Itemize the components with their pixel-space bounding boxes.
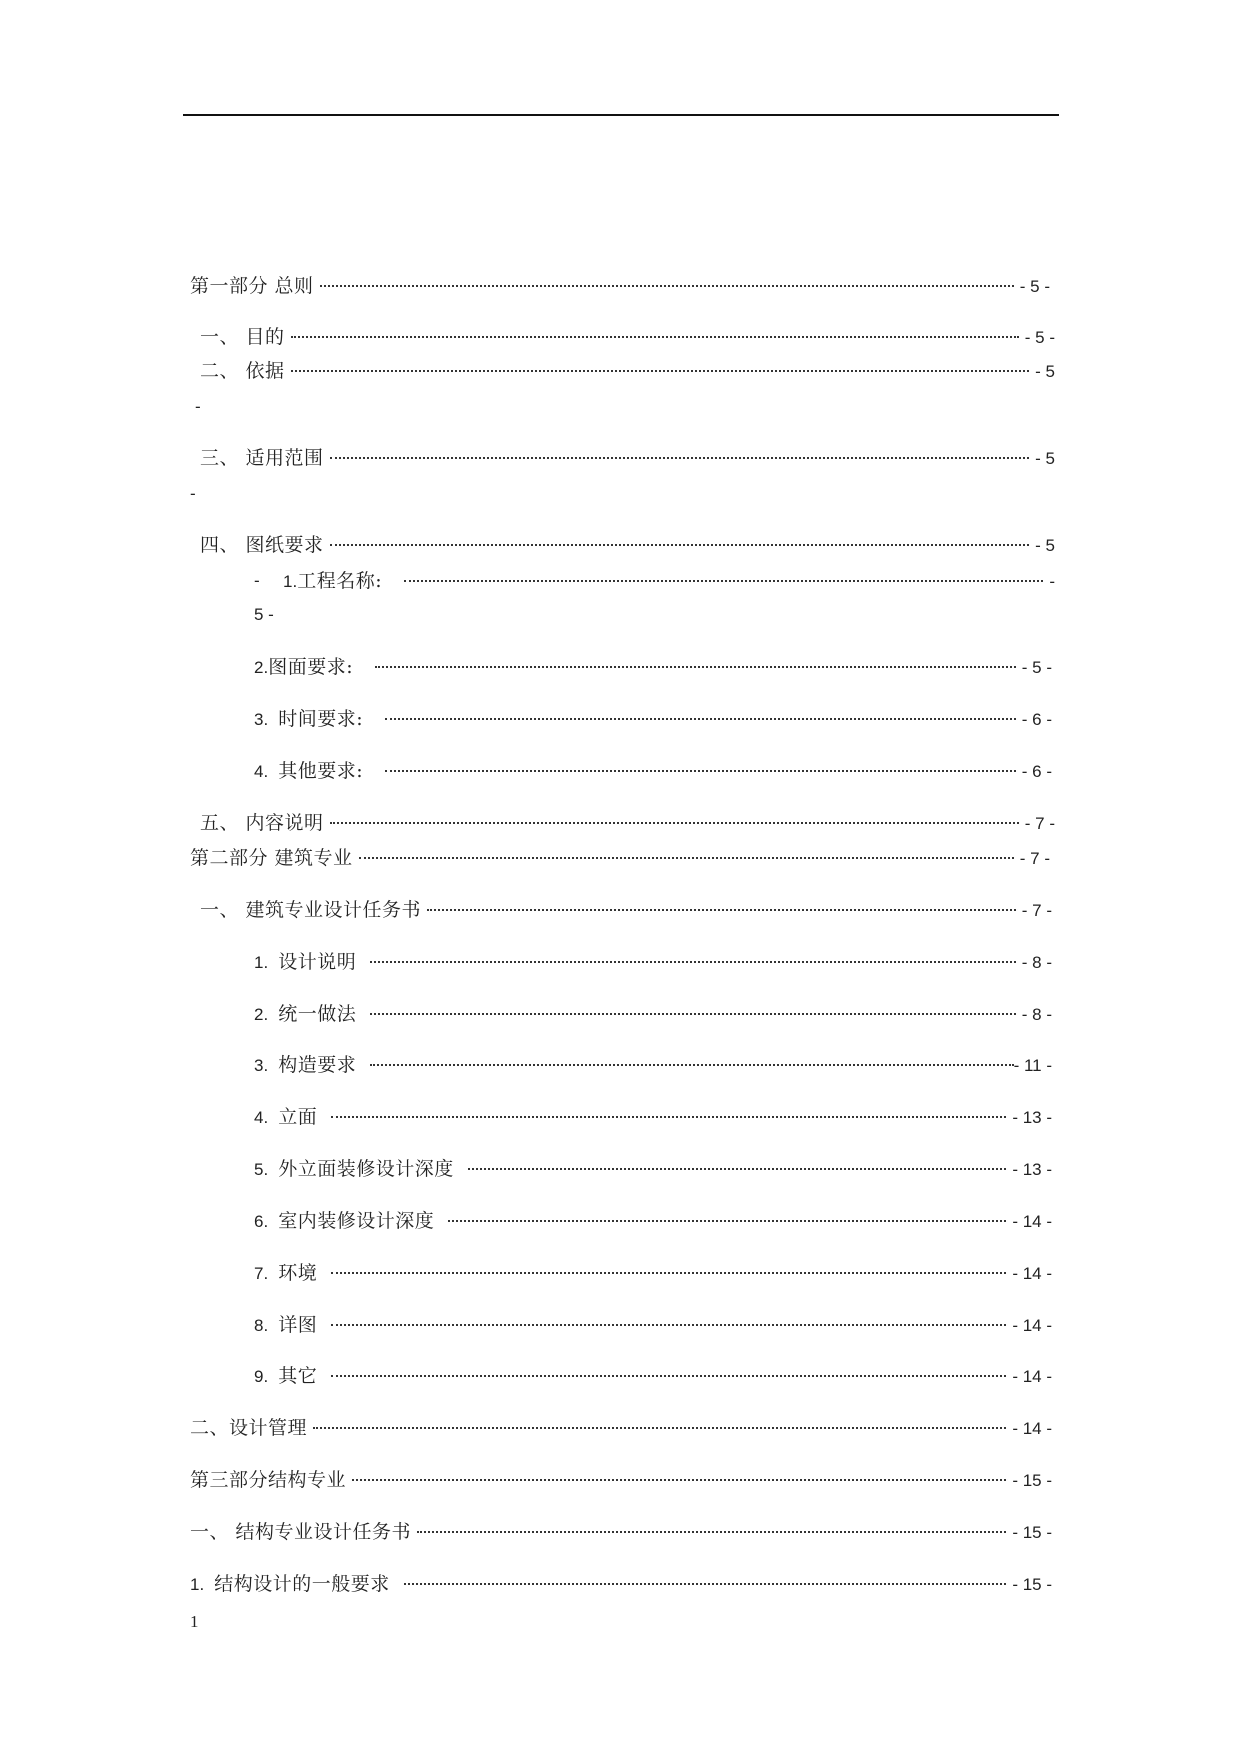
toc-entry-label: 五、 内容说明 [200,812,324,834]
toc-dot-leader [370,960,1016,963]
toc-dot-leader [352,1478,1006,1481]
toc-entry-label: 结构设计的一般要求 [214,1573,390,1595]
toc-page-number: - 6 - [1021,710,1052,729]
toc-dot-leader [291,369,1030,372]
toc-entry-number: 2. [254,658,269,677]
header-rule [183,114,1059,116]
toc-entry-number: 1. [190,1575,205,1594]
toc-entry-scope[interactable] [200,443,1055,473]
toc-page-continuation: 5 - [254,605,274,624]
toc-entry-label: 统一做法 [278,1003,357,1025]
toc-entry-number: 3. [254,710,269,729]
toc-page-continuation: - [190,484,196,503]
toc-entry-number: 3. [254,1056,269,1075]
toc-page-number: - 14 - [1012,1316,1052,1335]
toc-entry-interior-decoration-depth[interactable] [254,1206,1052,1236]
toc-entry-structure-brief[interactable] [190,1517,1052,1547]
toc-entry-others[interactable] [254,1361,1052,1391]
toc-entry-structure-general-requirements[interactable] [190,1569,1052,1599]
toc-entry-label: 第一部分 总则 [190,275,314,297]
toc-dot-leader [291,335,1019,338]
toc-dot-leader [330,821,1019,824]
toc-dot-leader [385,769,1016,772]
toc-entry-detail-drawings[interactable] [254,1310,1052,1340]
toc-page-number: - 7 - [1019,849,1050,868]
toc-page-number: - 8 - [1021,1005,1052,1024]
toc-entry-label: 二、设计管理 [190,1417,308,1439]
toc-page-number: - 5 - [1021,658,1052,677]
toc-dot-leader [331,1271,1006,1274]
toc-dot-leader [370,1012,1016,1015]
toc-entry-facade-decoration-depth[interactable] [254,1154,1052,1184]
toc-entry-label: 第二部分 建筑专业 [190,847,353,869]
toc-entry-project-name[interactable] [283,566,1055,596]
toc-entry-number: 7. [254,1264,269,1283]
toc-entry-architecture-brief[interactable] [200,895,1052,925]
toc-entry-label: 图面要求: [268,656,354,678]
toc-entry-part3[interactable] [190,1465,1052,1495]
toc-page-number: - 14 - [1012,1264,1052,1283]
toc-entry-number: 9. [254,1367,269,1386]
toc-page-number: - 13 - [1012,1160,1052,1179]
toc-entry-label: 二、 依据 [200,360,285,382]
toc-entry-purpose[interactable] [200,322,1055,352]
toc-entry-design-management[interactable] [190,1413,1052,1443]
toc-dot-leader [404,1582,1007,1585]
toc-entry-label: 第三部分结构专业 [190,1469,347,1491]
toc-page-number: - 5 [1035,449,1055,468]
toc-entry-number: 1. [254,953,269,972]
toc-page-number: - 14 - [1012,1367,1052,1386]
toc-entry-label: 其它 [278,1365,318,1387]
toc-page-number: - 15 - [1012,1471,1052,1490]
toc-entry-label: 环境 [278,1262,318,1284]
toc-entry-basis[interactable] [200,356,1055,386]
toc-entry-drawing-surface[interactable] [254,652,1052,682]
toc-entry-label: 四、 图纸要求 [200,534,324,556]
toc-entry-part2[interactable] [190,843,1050,873]
toc-page-number: - 5 - [1019,277,1050,296]
toc-page-number: - 7 - [1024,814,1055,833]
toc-entry-elevation[interactable] [254,1102,1052,1132]
toc-entry-label: 构造要求 [278,1054,357,1076]
toc-dot-leader [330,456,1030,459]
toc-page-number: - 5 [1035,362,1055,381]
toc-entry-environment[interactable] [254,1258,1052,1288]
toc-dot-leader [331,1323,1006,1326]
toc-page-continuation: - [254,571,260,590]
toc-dot-leader [313,1426,1006,1429]
toc-entry-label: 时间要求: [278,708,364,730]
toc-entry-part1[interactable] [190,271,1050,301]
toc-dot-leader [359,856,1014,859]
toc-entry-label: 其他要求: [278,760,364,782]
toc-dot-leader [468,1167,1007,1170]
toc-entry-unified-methods[interactable] [254,999,1052,1029]
toc-dot-leader [331,1115,1006,1118]
toc-entry-label: 一、 目的 [200,326,285,348]
toc-page-number: - 14 - [1012,1212,1052,1231]
toc-entry-label: 一、 结构专业设计任务书 [190,1521,412,1543]
toc-entry-drawing-requirements[interactable] [200,530,1055,560]
toc-dot-leader [448,1219,1006,1222]
toc-dot-leader [427,908,1016,911]
toc-page-number: - 14 - [1012,1419,1052,1438]
toc-entry-label: 外立面装修设计深度 [278,1158,454,1180]
toc-entry-design-notes[interactable] [254,947,1052,977]
toc-dot-leader [331,1374,1006,1377]
toc-entry-label: 详图 [278,1314,318,1336]
toc-dot-leader [417,1530,1006,1533]
toc-entry-number: 8. [254,1316,269,1335]
toc-page-number: - 6 - [1021,762,1052,781]
toc-page-number: - 5 [1035,536,1055,555]
toc-page-number: - 11 - [1013,1056,1052,1075]
footer-page-number: 1 [190,1612,199,1631]
toc-page-number: - 13 - [1012,1108,1052,1127]
toc-page-number: - 15 - [1012,1575,1052,1594]
toc-dot-leader [330,543,1030,546]
toc-entry-label: 三、 适用范围 [200,447,324,469]
toc-dot-leader [375,665,1016,668]
toc-page-number: - 7 - [1021,901,1052,920]
toc-page-number: - [1049,572,1055,591]
toc-entry-content-description[interactable] [200,808,1055,838]
toc-entry-number: 4. [254,762,269,781]
toc-entry-label: 立面 [278,1106,318,1128]
toc-entry-number: 4. [254,1108,269,1127]
toc-entry-label: 设计说明 [278,951,357,973]
toc-dot-leader [320,284,1014,287]
toc-entry-number: 2. [254,1005,269,1024]
toc-entry-number: 5. [254,1160,269,1179]
toc-entry-label: 一、 建筑专业设计任务书 [200,899,422,921]
toc-entry-other-requirements[interactable] [254,756,1052,786]
toc-entry-number: 1. [283,572,298,591]
toc-entry-construction-requirements[interactable] [254,1050,1052,1080]
toc-page-number: - 8 - [1021,953,1052,972]
toc-page-number: - 5 - [1024,328,1055,347]
toc-entry-label: 工程名称: [297,570,383,592]
toc-entry-label: 室内装修设计深度 [278,1210,435,1232]
toc-entry-number: 6. [254,1212,269,1231]
toc-page-number: - 15 - [1012,1523,1052,1542]
toc-dot-leader [370,1063,1013,1066]
toc-entry-time-requirements[interactable] [254,704,1052,734]
toc-dot-leader [385,717,1016,720]
toc-page-continuation: - [195,397,201,416]
toc-dot-leader [404,579,1043,582]
